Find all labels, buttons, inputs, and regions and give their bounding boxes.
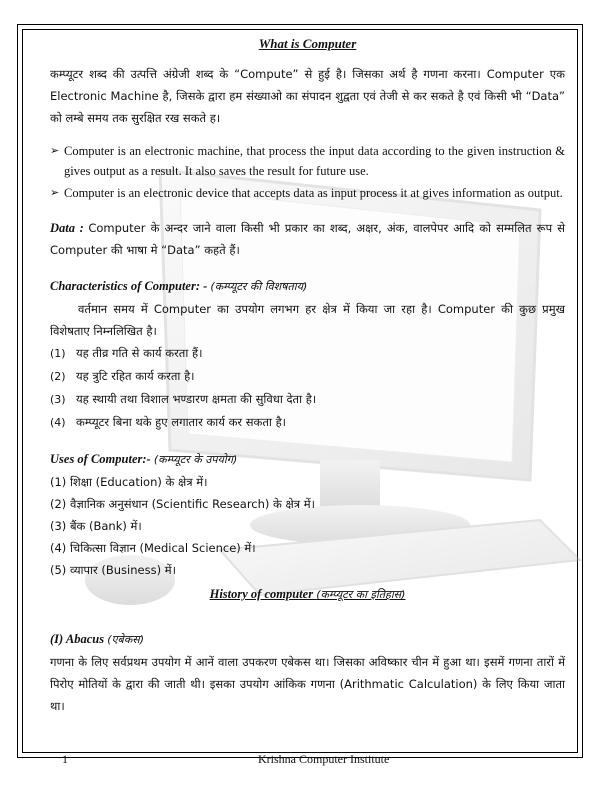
data-label: Data : xyxy=(50,221,84,235)
list-item: (3) यह स्थायी तथा विशाल भण्डारण क्षमता की सुविधा देता है। xyxy=(50,392,317,406)
bullet-item: ➢ Computer is an electronic device that accepts data as input process it at gives information as output. xyxy=(50,183,565,203)
definition-bullets xyxy=(50,141,565,203)
list-item: (5) व्यापार (Business) में। xyxy=(50,563,176,577)
page-number: 1 xyxy=(62,752,68,766)
data-definition-text: Computer के अन्दर जाने वाला किसी भी प्रकार का शब्द, अक्षर, अंक, वालपेपर आदि को सम्मलित रूप से Computer की भाषा मे “Data” कहते हैं। xyxy=(50,221,565,257)
arrow-bullet-icon: ➢ xyxy=(50,186,60,199)
uses-heading: Uses of Computer:- (कम्प्यूटर के उपयोग) xyxy=(50,452,238,466)
characteristics-heading: Characteristics of Computer: - (कम्प्यूटर की विशषताय) xyxy=(50,279,308,293)
list-item: (2) वैज्ञानिक अनुसंधान (Scientific Research) के क्षेत्र में। xyxy=(50,497,316,511)
history-heading: History of computer (कम्प्यूटर का इतिहास) xyxy=(209,587,406,601)
bullet-item: ➢ Computer is an electronic machine, that process the input data according to the given instruction & gives output as a result. It also saves the result for future use. xyxy=(50,141,565,181)
list-item: (4) चिकित्सा विज्ञान (Medical Science) में। xyxy=(50,541,256,555)
page-title: What is Computer xyxy=(258,36,357,51)
document-content xyxy=(50,33,565,717)
characteristics-intro: वर्तमान समय में Computer का उपयोग लगभग हर क्षेत्र में किया जा रहा है। Computer की कुछ प्रमुख विशेषताए निम्नलिखित है। xyxy=(50,302,565,338)
footer-institute: Krishna Computer Institute xyxy=(258,752,390,766)
data-definition xyxy=(50,217,565,261)
list-item: (1) शिक्षा (Education) के क्षेत्र में। xyxy=(50,475,208,489)
intro-paragraph: कम्प्यूटर शब्द की उत्पत्ति अंग्रेजी शब्द के “Compute” से हुई है। जिसका अर्थ है गणना करना। Computer एक Electronic Machine है, जिसके द्वारा हम संख्याओ का संपादन शुद्वता एवं तेजी से कर सकते है एवं किसी भी “Data” को लम्बे समय तक सुरक्षित रख सकते ह। xyxy=(50,67,565,125)
abacus-paragraph: गणना के लिए सर्वप्रथम उपयोग में आनें वाला उपकरण एबेकस था। जिसका अविष्कार चीन में हुआ था। इसमें गणना तारों में पिरोए मोतियों के द्वारा की जाती थी। इसका उपयोग आंकिक गणना (Arithmatic Calculation) के लिए किया जाता था। xyxy=(50,655,565,713)
uses-list xyxy=(50,471,565,581)
characteristics-list xyxy=(50,342,565,434)
list-item: (3) बैंक (Bank) में। xyxy=(50,519,142,533)
arrow-bullet-icon: ➢ xyxy=(50,144,60,157)
list-item: (4) कम्प्यूटर बिना थके हुए लगातार कार्य कर सकता है। xyxy=(50,415,287,429)
list-item: (2) यह त्रुटि रहित कार्य करता है। xyxy=(50,369,195,383)
list-item: (1) यह तीव्र गति से कार्य करता हैं। xyxy=(50,346,203,360)
abacus-heading: (I) Abacus (एबेकस) xyxy=(50,632,145,646)
